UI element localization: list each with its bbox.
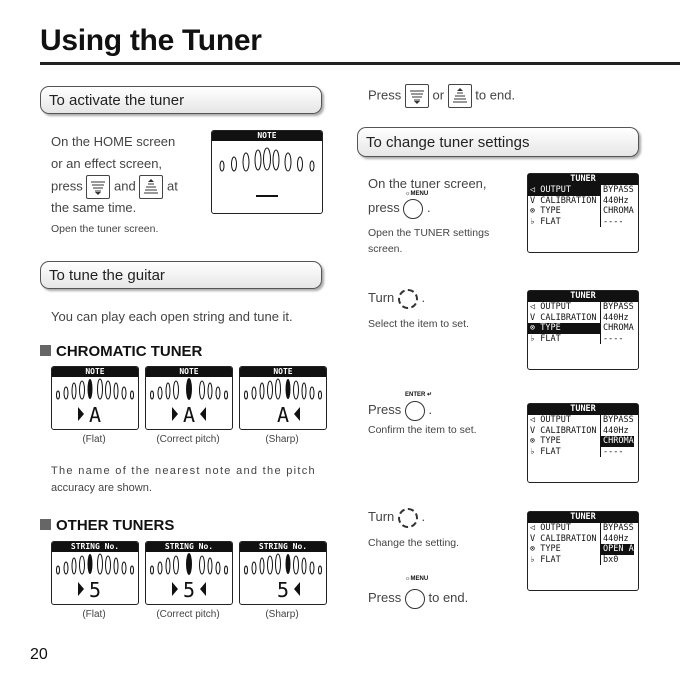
step1-press-line xyxy=(368,197,431,219)
display-title: NOTE xyxy=(146,367,232,377)
menu-value: ---- xyxy=(603,333,624,344)
step4-sub: Change the setting. xyxy=(368,537,460,549)
enter-key-label: ENTER ↵ xyxy=(405,392,433,398)
step2-line xyxy=(368,287,425,309)
note-label: A xyxy=(182,403,196,427)
menu-item-calibration: V CALIBRATION xyxy=(528,426,601,437)
menu-knob-icon xyxy=(403,199,423,219)
activate-line-3 xyxy=(51,175,178,199)
note-label: 5 xyxy=(88,578,102,602)
down-key-icon xyxy=(86,175,110,199)
menu-item-flat: ♭ FLAT xyxy=(528,555,601,566)
menu-value: OPEN A xyxy=(603,544,634,554)
to-end-word: to end. xyxy=(428,590,469,605)
press-word: press xyxy=(368,200,400,215)
correct-indicator-icon xyxy=(146,377,232,427)
menu-value: CHROMA xyxy=(603,436,634,446)
menu-item-type: ⊗ TYPE xyxy=(528,323,601,334)
menu-item-output: ◁ OUTPUT xyxy=(528,302,601,313)
chromatic-desc-1: The name of the nearest note and the pitch xyxy=(51,465,316,477)
menu-item-calibration: V CALIBRATION xyxy=(528,313,601,324)
caption-sharp: (Sharp) xyxy=(265,609,299,620)
activate-heading: To activate the tuner xyxy=(40,86,322,114)
page-number: 20 xyxy=(30,646,48,663)
other-display-flat xyxy=(51,541,139,605)
enter-knob-icon xyxy=(405,401,425,421)
menu-value: 440Hz xyxy=(603,195,629,206)
square-bullet-icon xyxy=(40,345,51,356)
tuner-menu-3 xyxy=(527,403,639,483)
menu-value: ---- xyxy=(603,216,624,227)
menu-item-flat: ♭ FLAT xyxy=(528,447,601,458)
other-display-sharp xyxy=(239,541,327,605)
press-word: Press xyxy=(368,402,402,417)
chromatic-desc-2: accuracy are shown. xyxy=(51,482,152,494)
menu-item-type: ⊗ TYPE xyxy=(528,436,601,447)
menu-item-calibration: V CALIBRATION xyxy=(528,534,601,545)
flat-indicator-icon xyxy=(52,552,138,602)
menu-value: 440Hz xyxy=(603,312,629,323)
turn-word: Turn xyxy=(368,290,395,305)
menu-value: BYPASS xyxy=(603,302,634,312)
display-title: STRING No. xyxy=(52,542,138,552)
display-title: STRING No. xyxy=(240,542,326,552)
menu-value: BYPASS xyxy=(603,523,634,533)
period: . xyxy=(421,290,426,305)
note-label: A xyxy=(88,403,102,427)
menu-item-type: ⊗ TYPE xyxy=(528,544,601,555)
tuner-menu-4 xyxy=(527,511,639,591)
step1-line: On the tuner screen, xyxy=(368,176,487,191)
caption-correct: (Correct pitch) xyxy=(156,609,220,620)
sharp-indicator-icon xyxy=(240,377,326,427)
menu-item-output: ◁ OUTPUT xyxy=(528,523,601,534)
chromatic-heading: CHROMATIC TUNER xyxy=(40,343,202,360)
turn-word: Turn xyxy=(368,509,395,524)
menu-item-calibration: V CALIBRATION xyxy=(528,196,601,207)
period: . xyxy=(421,509,426,524)
menu-value: ---- xyxy=(603,446,624,457)
menu-title: TUNER xyxy=(528,512,638,523)
menu-value: bx0 xyxy=(603,554,619,565)
and-word: and xyxy=(114,178,136,194)
sharp-indicator-icon xyxy=(240,552,326,602)
menu-title: TUNER xyxy=(528,291,638,302)
menu-item-output: ◁ OUTPUT xyxy=(528,415,601,426)
correct-indicator-icon xyxy=(146,552,232,602)
menu-key-label: ☼MENU xyxy=(405,576,429,582)
step3-line xyxy=(368,399,432,421)
tuner-menu-1 xyxy=(527,173,639,253)
display-title: NOTE xyxy=(52,367,138,377)
flat-indicator-icon xyxy=(52,377,138,427)
menu-item-flat: ♭ FLAT xyxy=(528,217,601,228)
chromatic-display-correct xyxy=(145,366,233,430)
menu-title: TUNER xyxy=(528,404,638,415)
tuner-menu-2 xyxy=(527,290,639,370)
menu-title: TUNER xyxy=(528,174,638,185)
step4-line xyxy=(368,506,425,528)
press-word: press xyxy=(51,178,83,194)
period: . xyxy=(428,402,433,417)
menu-value: CHROMA xyxy=(603,206,634,216)
menu-value: BYPASS xyxy=(603,185,634,195)
up-key-icon xyxy=(448,84,472,108)
caption-correct: (Correct pitch) xyxy=(156,434,220,445)
note-label: 5 xyxy=(276,578,290,602)
menu-value: BYPASS xyxy=(603,415,634,425)
end-top-line xyxy=(368,84,515,108)
note-label: 5 xyxy=(182,578,196,602)
tune-text: You can play each open string and tune it. xyxy=(51,309,293,324)
down-key-icon xyxy=(405,84,429,108)
menu-value: CHROMA xyxy=(603,323,634,333)
caption-flat: (Flat) xyxy=(82,434,106,445)
menu-item-output: ◁ OUTPUT xyxy=(528,185,601,196)
to-end-word: to end. xyxy=(475,87,516,103)
period: . xyxy=(427,200,431,215)
display-title: STRING No. xyxy=(146,542,232,552)
step2-sub: Select the item to set. xyxy=(368,318,469,330)
activate-line-2: or an effect screen, xyxy=(51,156,163,171)
menu-value: 440Hz xyxy=(603,425,629,436)
tuning-scale-icon xyxy=(212,141,322,211)
tune-heading: To tune the guitar xyxy=(40,261,322,289)
menu-knob-icon xyxy=(405,589,425,609)
press-word: Press xyxy=(368,590,402,605)
at-word: at xyxy=(167,178,178,194)
press-word: Press xyxy=(368,87,402,103)
settings-heading: To change tuner settings xyxy=(357,127,639,157)
note-label: A xyxy=(276,403,290,427)
activate-line-1: On the HOME screen xyxy=(51,134,176,149)
square-bullet-icon xyxy=(40,519,51,530)
or-word: or xyxy=(432,87,445,103)
title-rule xyxy=(40,62,680,65)
menu-item-type: ⊗ TYPE xyxy=(528,206,601,217)
display-title: NOTE xyxy=(212,131,322,141)
activate-sub: Open the tuner screen. xyxy=(51,223,159,235)
caption-flat: (Flat) xyxy=(82,609,106,620)
chromatic-display-flat xyxy=(51,366,139,430)
step5-line xyxy=(368,587,468,609)
display-title: NOTE xyxy=(240,367,326,377)
up-key-icon xyxy=(139,175,163,199)
caption-sharp: (Sharp) xyxy=(265,434,299,445)
page-title: Using the Tuner xyxy=(40,24,262,57)
other-heading: OTHER TUNERS xyxy=(40,517,174,534)
menu-key-label: ☼MENU xyxy=(405,191,429,197)
dial-icon xyxy=(398,508,418,528)
dial-icon xyxy=(398,289,418,309)
step3-sub: Confirm the item to set. xyxy=(368,424,477,436)
chromatic-display-sharp xyxy=(239,366,327,430)
note-display xyxy=(211,130,323,214)
other-display-correct xyxy=(145,541,233,605)
menu-item-flat: ♭ FLAT xyxy=(528,334,601,345)
menu-value: 440Hz xyxy=(603,533,629,544)
step1-sub-1: Open the TUNER settings xyxy=(368,227,490,239)
step1-sub-2: screen. xyxy=(368,243,403,255)
activate-line-4: the same time. xyxy=(51,200,137,215)
